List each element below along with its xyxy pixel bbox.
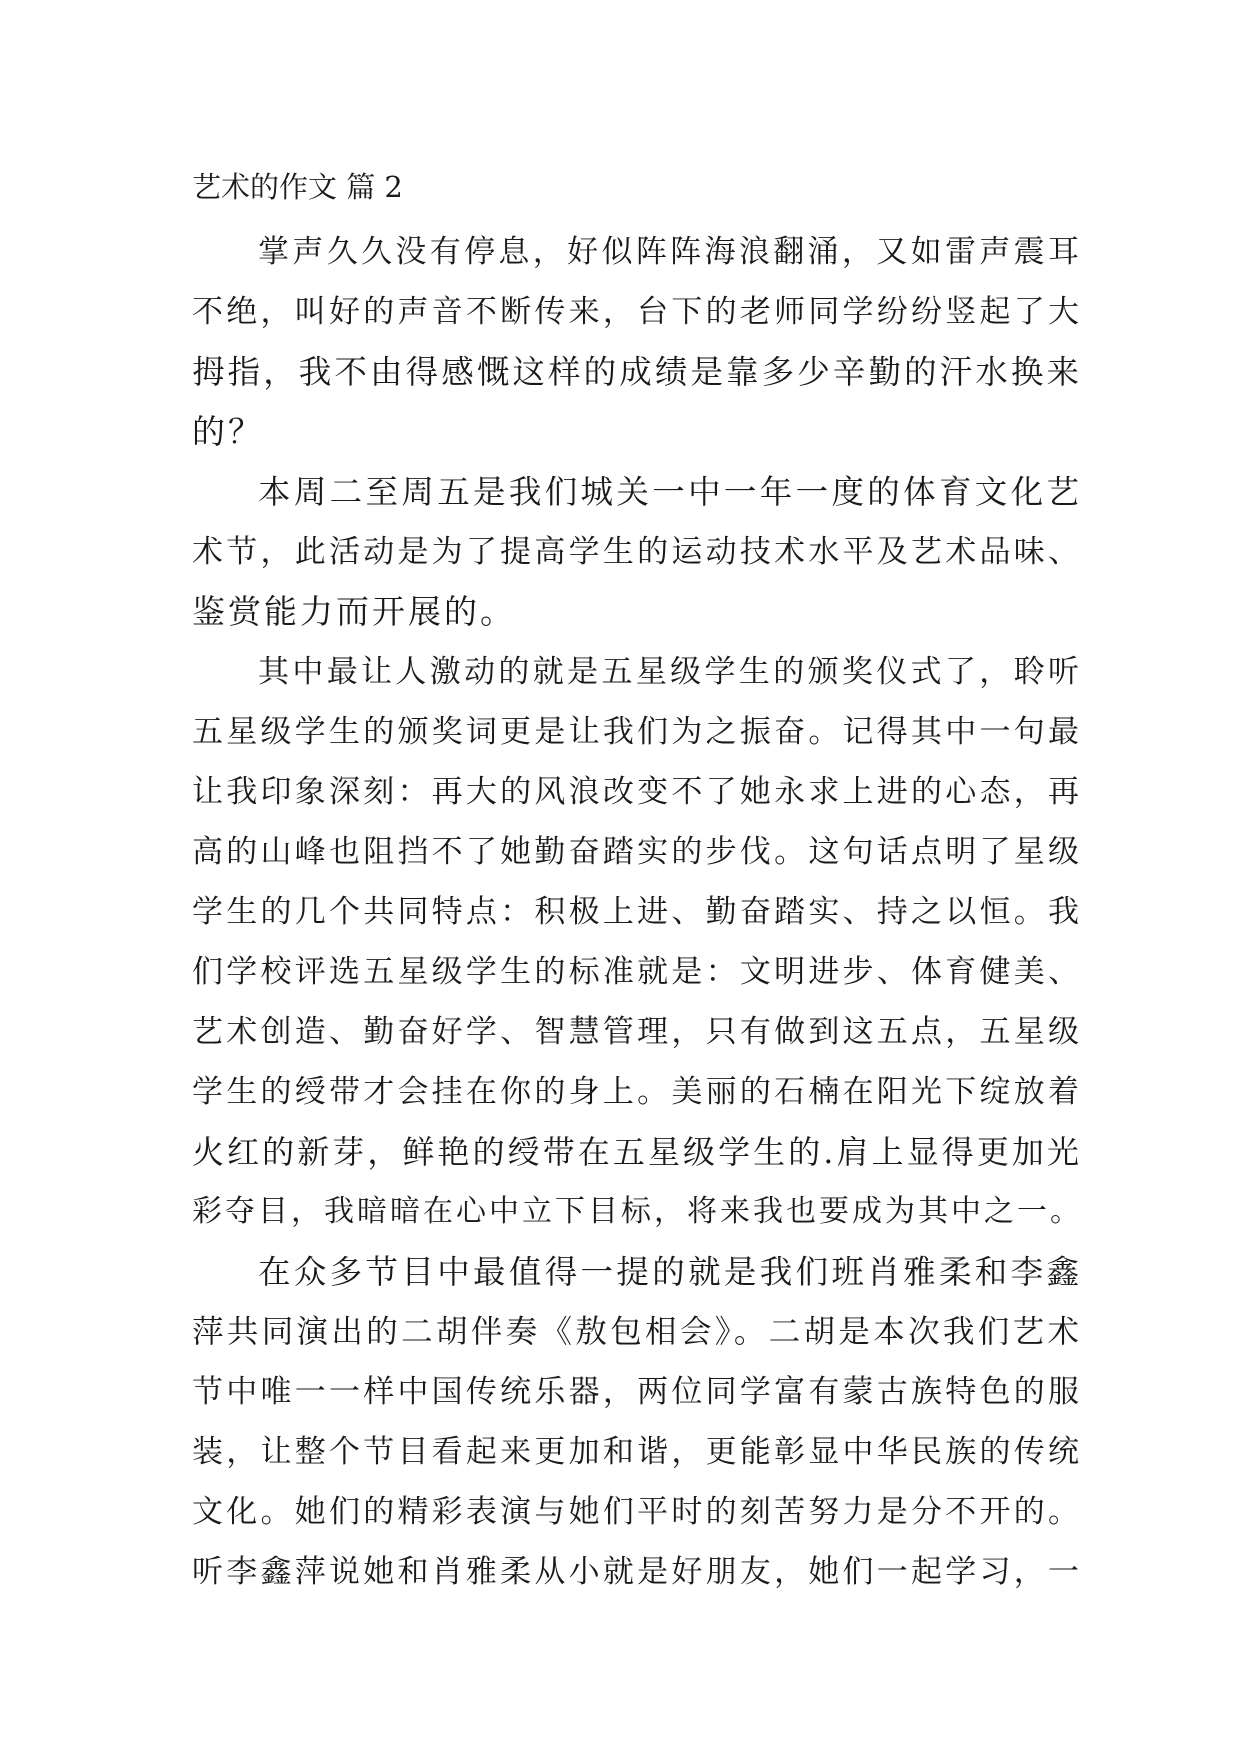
text-line: 让我印象深刻：再大的风浪改变不了她永求上进的心态，再 xyxy=(192,774,1082,810)
text-line: 学生的几个共同特点：积极上进、勤奋踏实、持之以恒。我 xyxy=(192,894,1082,930)
text-line: 五星级学生的颁奖词更是让我们为之振奋。记得其中一句最 xyxy=(192,714,1082,750)
essay-body xyxy=(192,222,1082,1602)
text-line: 火红的新芽，鲜艳的绶带在五星级学生的.肩上显得更加光 xyxy=(192,1133,1082,1171)
text-line: 文化。她们的精彩表演与她们平时的刻苦努力是分不开的。 xyxy=(192,1494,1082,1530)
text-line: 本周二至周五是我们城关一中一年一度的体育文化艺 xyxy=(258,473,1082,511)
text-line: 们学校评选五星级学生的标准就是：文明进步、体育健美、 xyxy=(192,954,1082,990)
text-line: 掌声久久没有停息，好似阵阵海浪翻涌，又如雷声震耳 xyxy=(258,234,1082,270)
text-line: 不绝，叫好的声音不断传来，台下的老师同学纷纷竖起了大 xyxy=(192,294,1082,330)
text-line: 听李鑫萍说她和肖雅柔从小就是好朋友，她们一起学习，一 xyxy=(192,1554,1082,1590)
text-line: 装，让整个节目看起来更加和谐，更能彰显中华民族的传统 xyxy=(192,1434,1082,1470)
text-line: 萍共同演出的二胡伴奏《敖包相会》。二胡是本次我们艺术 xyxy=(192,1314,1082,1350)
text-line: 鉴赏能力而开展的。 xyxy=(192,592,516,631)
text-line: 的？ xyxy=(192,412,264,451)
text-line: 拇指，我不由得感慨这样的成绩是靠多少辛勤的汗水换来 xyxy=(192,353,1082,391)
essay-title: 艺术的作文 篇 2 xyxy=(192,170,403,204)
text-line: 节中唯一一样中国传统乐器，两位同学富有蒙古族特色的服 xyxy=(192,1374,1082,1410)
text-line: 彩夺目，我暗暗在心中立下目标，将来我也要成为其中之一。 xyxy=(192,1194,1083,1229)
text-line: 其中最让人激动的就是五星级学生的颁奖仪式了，聆听 xyxy=(258,654,1082,690)
text-line: 术节，此活动是为了提高学生的运动技术水平及艺术品味、 xyxy=(192,534,1082,570)
text-line: 学生的绶带才会挂在你的身上。美丽的石楠在阳光下绽放着 xyxy=(192,1074,1082,1110)
text-line: 艺术创造、勤奋好学、智慧管理，只有做到这五点，五星级 xyxy=(192,1014,1082,1050)
text-line: 在众多节目中最值得一提的就是我们班肖雅柔和李鑫 xyxy=(258,1253,1082,1291)
text-line: 高的山峰也阻挡不了她勤奋踏实的步伐。这句话点明了星级 xyxy=(192,834,1082,870)
